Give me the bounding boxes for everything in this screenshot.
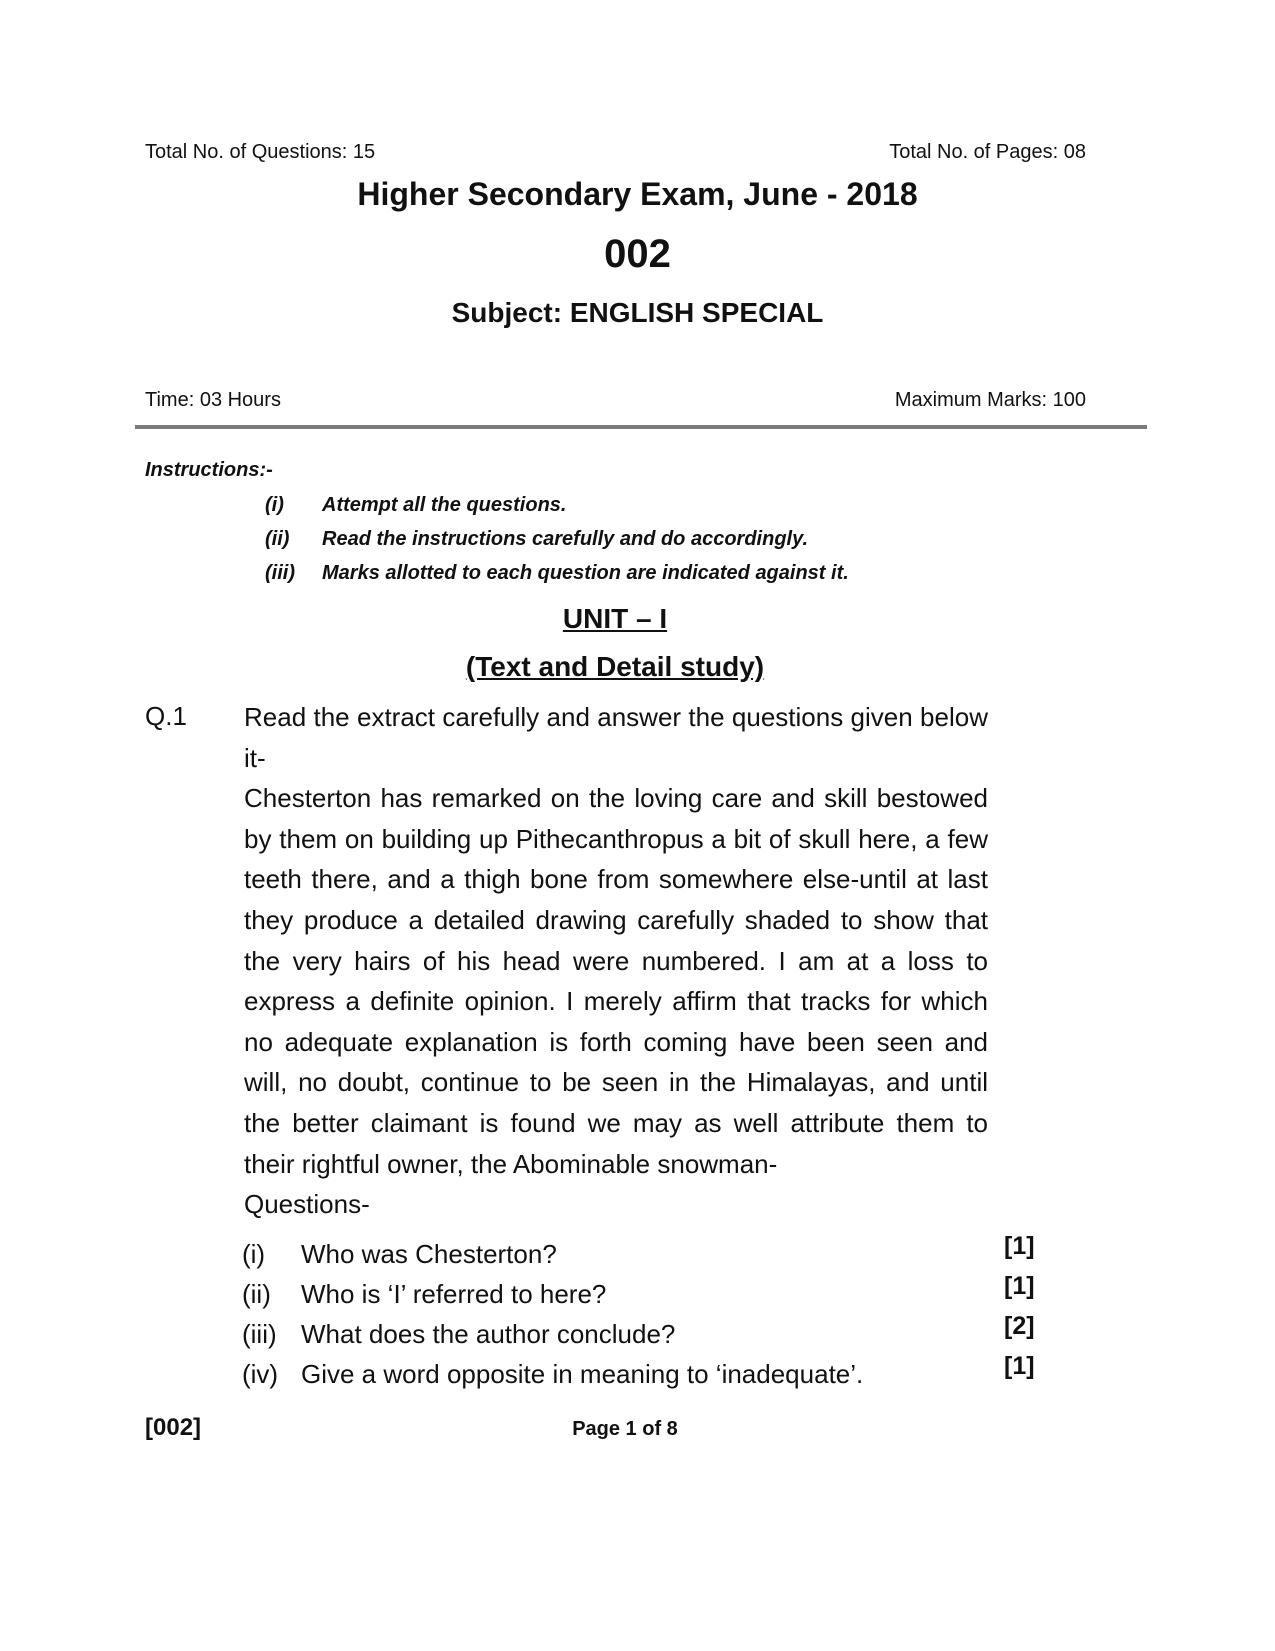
instruction-text: Read the instructions carefully and do accordingly. xyxy=(322,528,809,550)
marks-label: [1] xyxy=(1004,1272,1035,1300)
question-body xyxy=(244,697,988,1225)
marks-label: [2] xyxy=(1004,1312,1035,1340)
sub-question-number: (iv) xyxy=(242,1359,279,1389)
sub-question-text: Give a word opposite in meaning to ‘inadequate’. xyxy=(301,1359,864,1389)
extract-passage: Chesterton has remarked on the loving care and skill bestowed by them on building up Pithecanthropus a bit of skull here, a few teeth there, and a thigh bone from somewhere else-until at last they produce a detailed drawing carefully shaded to show that the very hairs of his head were numbered. I am at a loss to express a definite opinion. I merely affirm that tracks for which no adequate explanation is forth coming have been seen and will, no doubt, continue to be seen in the Himalayas, and until the better claimant is found we may as well attribute them to their rightful owner, the Abominable snowman- xyxy=(244,783,988,1179)
paper-code: 002 xyxy=(604,232,671,276)
instruction-number: (iii) xyxy=(265,562,295,584)
total-questions: Total No. of Questions: 15 xyxy=(145,141,376,163)
sub-question-number: (ii) xyxy=(242,1279,271,1309)
marks-label: [1] xyxy=(1004,1352,1035,1380)
instruction-text: Attempt all the questions. xyxy=(322,494,567,516)
questions-label: Questions- xyxy=(244,1189,370,1220)
sub-question-number: (iii) xyxy=(242,1319,277,1349)
instruction-text: Marks allotted to each question are indicated against it. xyxy=(322,562,849,584)
question-prompt: Read the extract carefully and answer the questions given below it- xyxy=(244,702,988,773)
exam-time: Time: 03 Hours xyxy=(145,389,281,411)
sub-question-text: Who is ‘I’ referred to here? xyxy=(301,1279,607,1309)
unit-subtitle: (Text and Detail study) xyxy=(465,651,765,682)
header-divider xyxy=(135,425,1147,429)
exam-title: Higher Secondary Exam, June - 2018 xyxy=(357,176,918,212)
sub-question-text: Who was Chesterton? xyxy=(301,1239,557,1269)
total-pages: Total No. of Pages: 08 xyxy=(889,141,1086,163)
marks-label: [1] xyxy=(1004,1232,1035,1260)
instruction-number: (i) xyxy=(265,494,284,516)
maximum-marks: Maximum Marks: 100 xyxy=(894,389,1086,411)
instruction-number: (ii) xyxy=(265,528,290,550)
unit-title: UNIT – I xyxy=(562,603,668,634)
instructions-heading: Instructions:- xyxy=(145,459,273,481)
subject-title: Subject: ENGLISH SPECIAL xyxy=(451,297,824,328)
page-number: Page 1 of 8 xyxy=(572,1418,678,1440)
sub-question-number: (i) xyxy=(242,1239,266,1269)
sub-question-text: What does the author conclude? xyxy=(301,1319,676,1349)
question-number: Q.1 xyxy=(145,701,187,731)
footer-paper-code: [002] xyxy=(145,1414,202,1441)
